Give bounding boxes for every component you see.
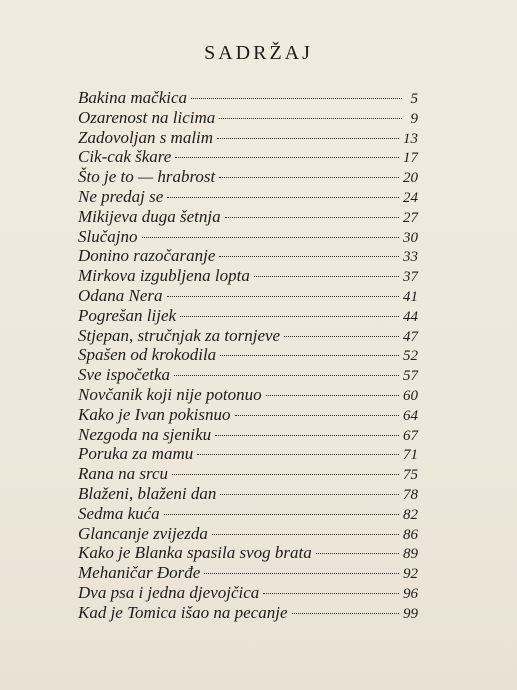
toc-entry-title: Cik-cak škare	[78, 147, 172, 167]
dot-leader	[191, 98, 402, 99]
toc-entry-title: Kako je Ivan pokisnuo	[78, 404, 231, 424]
toc-entry	[78, 147, 418, 167]
toc-entry-page: 5	[410, 91, 418, 107]
dot-leader	[263, 593, 399, 594]
dot-leader	[220, 494, 399, 495]
toc-entry-title: Što je to — hrabrost	[78, 167, 216, 187]
toc-entry	[78, 207, 418, 227]
toc-entry-page: 82	[403, 506, 418, 523]
dot-leader	[217, 138, 399, 139]
toc-entry	[78, 128, 418, 148]
toc-entry-page: 78	[403, 486, 418, 503]
dot-leader	[284, 336, 399, 337]
toc-entry	[78, 524, 418, 544]
toc-entry	[78, 425, 418, 445]
toc-entry-page: 86	[403, 526, 418, 543]
toc-entry-page: 75	[403, 467, 418, 484]
toc-entry-title: Odana Nera	[78, 285, 163, 305]
toc-entry-title: Dva psa i jedna djevojčica	[78, 582, 260, 602]
toc-entry-title: Ne predaj se	[78, 186, 164, 206]
toc-entry-title: Sve ispočetka	[78, 365, 171, 385]
dot-leader	[220, 355, 399, 356]
toc-entry-title: Kako je Blanka spasila svog brata	[78, 543, 312, 563]
toc-entry-title: Pogrešan lijek	[78, 305, 177, 325]
toc-entry-title: Ozarenost na licima	[78, 107, 216, 127]
toc-entry	[78, 504, 418, 524]
dot-leader	[219, 256, 399, 257]
toc-entry	[78, 385, 418, 405]
toc-entry	[78, 583, 418, 603]
toc-entry-page: 17	[403, 150, 418, 167]
dot-leader	[164, 514, 399, 515]
toc-entry	[78, 484, 418, 504]
dot-leader	[316, 553, 399, 554]
table-of-contents	[78, 88, 418, 623]
toc-entry	[78, 187, 418, 207]
toc-entry	[78, 167, 418, 187]
toc-entry	[78, 603, 418, 623]
toc-entry-page: 33	[403, 249, 418, 266]
dot-leader	[197, 454, 399, 455]
toc-entry	[78, 266, 418, 286]
toc-entry-title: Kad je Tomica išao na pecanje	[78, 602, 288, 622]
toc-entry-title: Glancanje zvijezda	[78, 523, 208, 543]
toc-entry-page: 64	[403, 407, 418, 424]
toc-entry-title: Zadovoljan s malim	[78, 127, 214, 147]
toc-entry	[78, 286, 418, 306]
toc-entry	[78, 444, 418, 464]
toc-entry-page: 13	[403, 130, 418, 147]
toc-entry-page: 92	[403, 566, 418, 583]
toc-entry-page: 60	[403, 387, 418, 404]
toc-entry-page: 44	[403, 308, 418, 325]
toc-entry	[78, 326, 418, 346]
toc-entry-page: 52	[403, 348, 418, 365]
dot-leader	[175, 157, 399, 158]
toc-entry	[78, 108, 418, 128]
toc-entry	[78, 543, 418, 563]
toc-entry	[78, 306, 418, 326]
dot-leader	[254, 276, 399, 277]
toc-entry	[78, 365, 418, 385]
toc-entry	[78, 464, 418, 484]
toc-entry-title: Novčanik koji nije potonuo	[78, 384, 262, 404]
dot-leader	[212, 534, 399, 535]
toc-entry-title: Mikijeva duga šetnja	[78, 206, 221, 226]
dot-leader	[225, 217, 399, 218]
toc-entry-page: 47	[403, 328, 418, 345]
toc-entry-page: 71	[403, 447, 418, 464]
toc-entry-title: Donino razočaranje	[78, 246, 216, 266]
dot-leader	[219, 177, 399, 178]
dot-leader	[204, 573, 399, 574]
toc-entry-title: Mehaničar Đorđe	[78, 563, 201, 583]
toc-entry-title: Rana na srcu	[78, 464, 169, 484]
dot-leader	[215, 435, 399, 436]
toc-entry-page: 20	[403, 170, 418, 187]
toc-entry-title: Mirkova izgubljena lopta	[78, 266, 250, 286]
toc-entry-title: Spašen od krokodila	[78, 345, 217, 365]
dot-leader	[235, 415, 400, 416]
dot-leader	[174, 375, 399, 376]
toc-entry-page: 96	[403, 585, 418, 602]
toc-entry-page: 41	[403, 288, 418, 305]
toc-entry-page: 57	[403, 368, 418, 385]
toc-entry	[78, 345, 418, 365]
toc-entry-page: 67	[403, 427, 418, 444]
toc-entry-title: Nezgoda na sjeniku	[78, 424, 212, 444]
toc-entry-page: 9	[410, 110, 418, 127]
dot-leader	[172, 474, 399, 475]
dot-leader	[266, 395, 399, 396]
toc-entry-page: 89	[403, 546, 418, 563]
dot-leader	[142, 237, 400, 238]
dot-leader	[167, 296, 399, 297]
dot-leader	[180, 316, 399, 317]
toc-entry	[78, 246, 418, 266]
toc-entry-page: 27	[403, 209, 418, 226]
toc-entry-title: Bakina mačkica	[78, 88, 188, 107]
toc-entry	[78, 88, 418, 108]
toc-entry-title: Poruka za mamu	[78, 444, 194, 464]
toc-entry-title: Slučajno	[78, 226, 138, 246]
toc-entry-title: Sedma kuća	[78, 503, 160, 523]
toc-entry	[78, 227, 418, 247]
toc-entry	[78, 563, 418, 583]
dot-leader	[219, 118, 402, 119]
dot-leader	[292, 613, 400, 614]
toc-entry	[78, 405, 418, 425]
page-title: SADRŽAJ	[204, 42, 313, 64]
toc-entry-page: 24	[403, 189, 418, 206]
toc-entry-page: 99	[403, 605, 418, 622]
toc-entry-page: 37	[403, 269, 418, 286]
toc-entry-title: Stjepan, stručnjak za tornjeve	[78, 325, 281, 345]
dot-leader	[167, 197, 399, 198]
toc-entry-title: Blaženi, blaženi dan	[78, 483, 217, 503]
toc-entry-page: 30	[403, 229, 418, 246]
